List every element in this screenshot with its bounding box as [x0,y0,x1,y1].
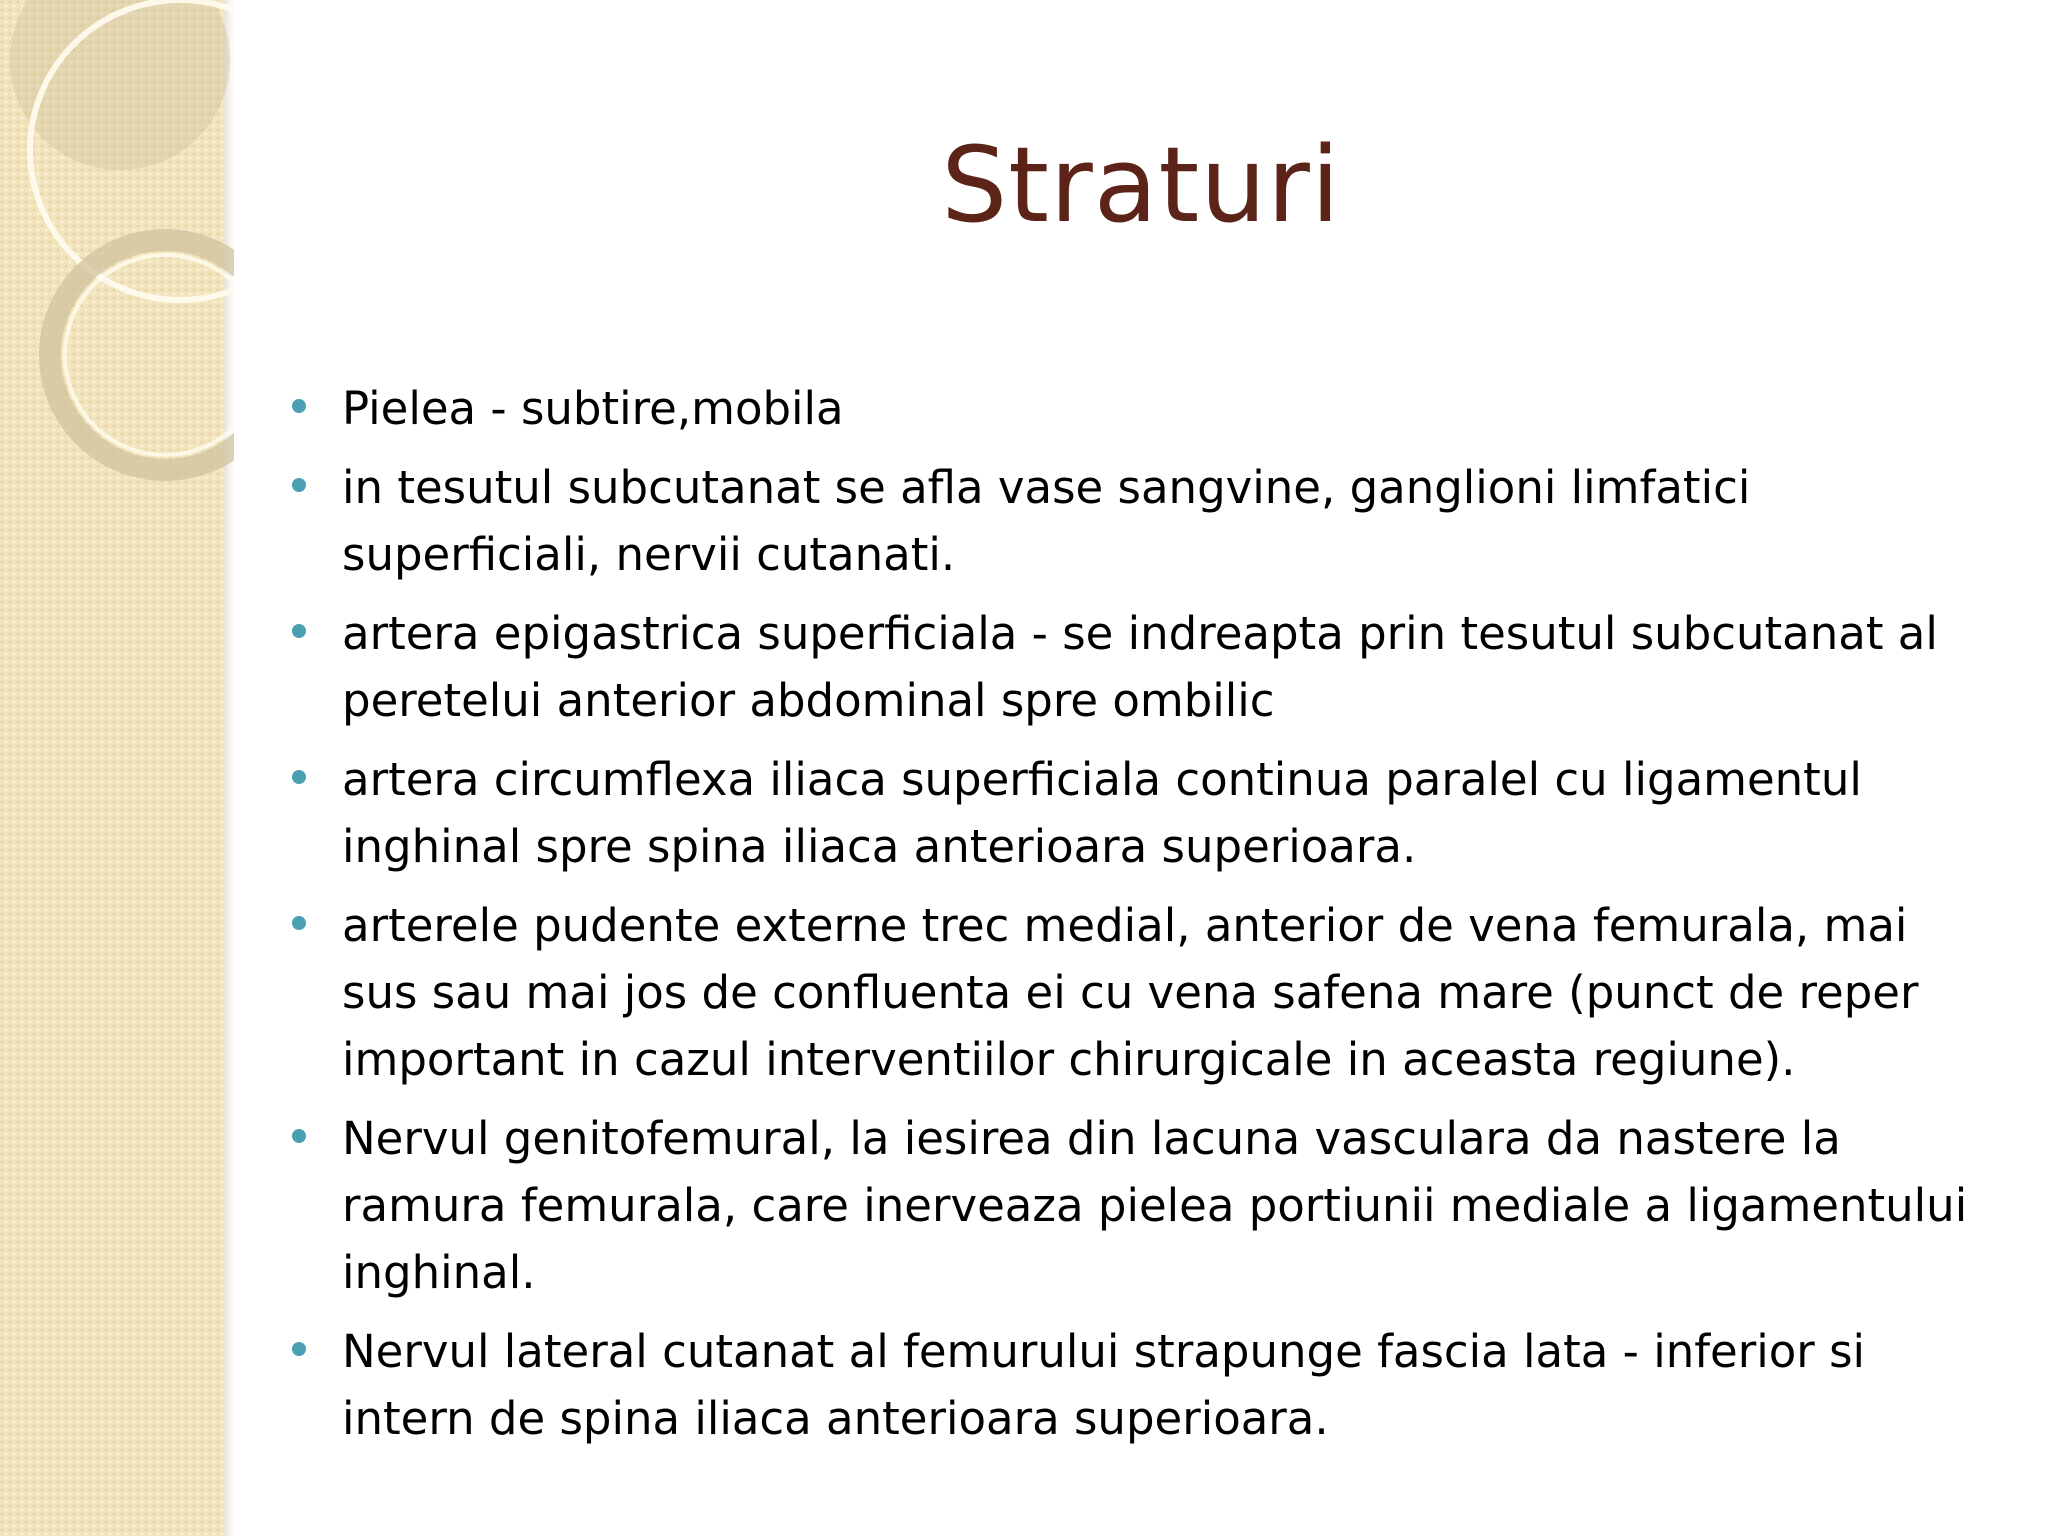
bullet-dot-icon [292,1129,306,1143]
bullet-dot-icon [292,399,306,413]
decorative-circles-graphic [0,0,234,520]
bullet-item [282,600,1982,734]
decorative-inner-ring [65,255,234,455]
bullet-item [282,375,1982,442]
bullet-item [282,746,1982,880]
bullet-dot-icon [292,478,306,492]
bullet-item [282,892,1982,1093]
bullet-list [282,375,1982,1464]
bullet-text: in tesutul subcutanat se afla vase sangvine, ganglioni limfatici superficiali, nervii cutanati. [342,461,1751,581]
decorative-thick-ring [50,240,234,470]
bullet-item [282,1105,1982,1306]
bullet-item [282,1318,1982,1452]
bullet-dot-icon [292,1342,306,1356]
slide-title: Straturi [941,124,1341,246]
bullet-text: artera epigastrica superficiala - se indreapta prin tesutul subcutanat al peretelui anterior abdominal spre ombilic [342,607,1938,727]
bullet-text: artera circumflexa iliaca superficiala continua paralel cu ligamentul inghinal spre spina iliaca anterioara superioara. [342,753,1862,873]
bullet-dot-icon [292,624,306,638]
bullet-text: Nervul lateral cutanat al femurului strapunge fascia lata - inferior si intern de spina iliaca anterioara superioara. [342,1325,1866,1445]
bullet-text: Nervul genitofemural, la iesirea din lacuna vasculara da nastere la ramura femurala, care inerveaza pielea portiunii mediale a ligamentului inghinal. [342,1112,1968,1299]
bullet-dot-icon [292,770,306,784]
bullet-item [282,454,1982,588]
bullet-text: arterele pudente externe trec medial, anterior de vena femurala, mai sus sau mai jos de confluenta ei cu vena safena mare (punct de reper important in cazul interventiilor chirurgicale in aceasta regiune). [342,899,1919,1086]
bullet-text: Pielea - subtire,mobila [342,382,844,435]
bullet-dot-icon [292,916,306,930]
